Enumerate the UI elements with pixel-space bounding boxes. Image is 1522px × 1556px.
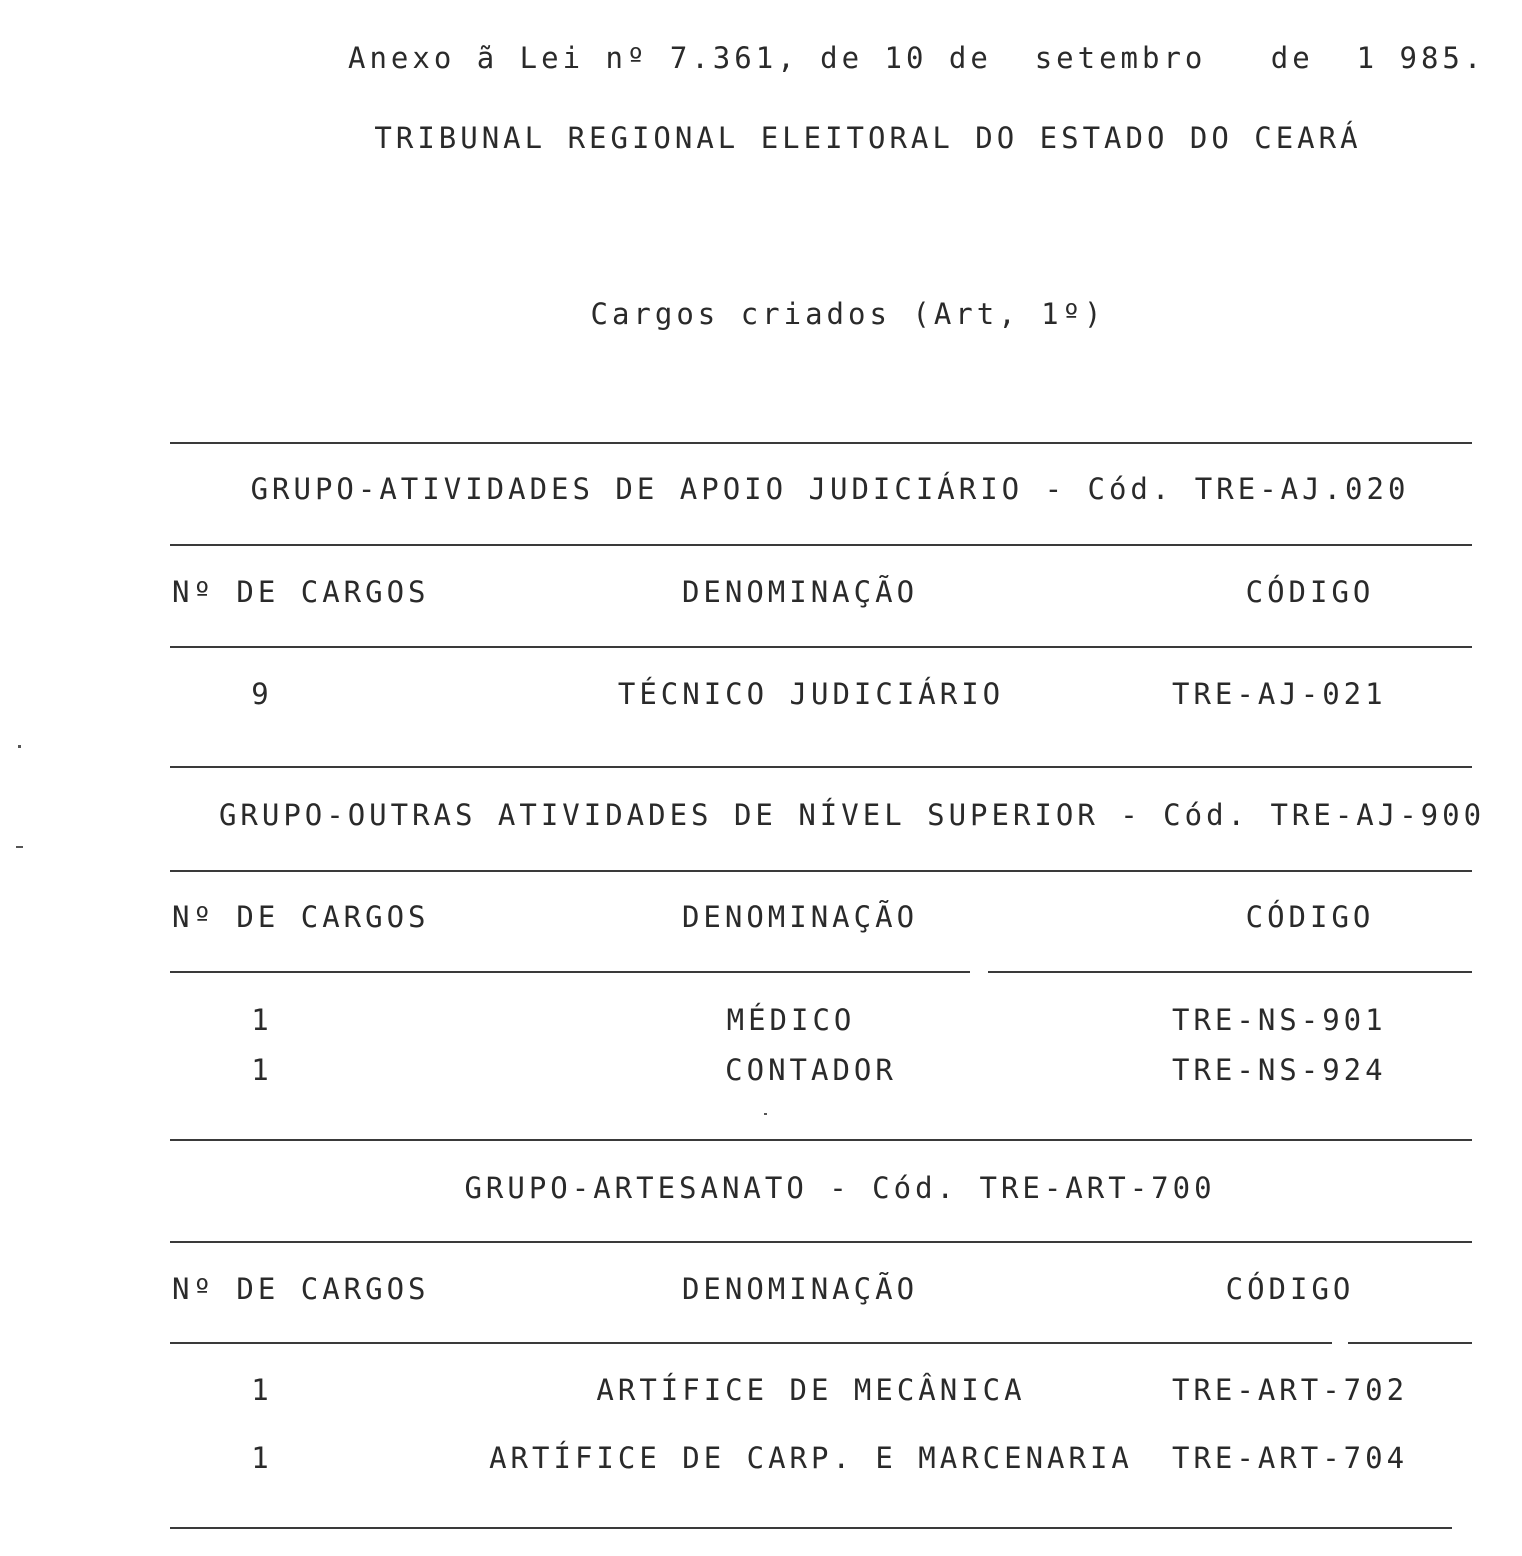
table-rule [170,971,970,973]
column-header-code: CÓDIGO [1245,575,1375,609]
group-title: GRUPO-OUTRAS ATIVIDADES DE NÍVEL SUPERIOR - Cód. TRE-AJ-900 [218,798,1486,832]
row-name: TÉCNICO JUDICIÁRIO [617,677,1005,711]
scan-mark [16,846,23,848]
scan-mark [764,1113,767,1115]
column-header-code: CÓDIGO [1225,1272,1355,1306]
group-title: GRUPO-ATIVIDADES DE APOIO JUDICIÁRIO - Cód. TRE-AJ.020 [250,472,1410,506]
row-count: 1 [251,1373,273,1407]
row-code: TRE-ART-702 [1172,1373,1409,1407]
row-name: MÉDICO [726,1003,856,1037]
column-header-name: DENOMINAÇÃO [681,575,919,609]
group-title: GRUPO-ARTESANATO - Cód. TRE-ART-700 [464,1171,1216,1205]
table-rule [170,766,1472,768]
table-rule [170,646,1472,648]
table-rule [170,1241,1472,1243]
table-rule [170,1527,1452,1529]
column-header-count: Nº DE CARGOS [172,1272,430,1306]
table-rule [170,1139,1472,1141]
table-rule [170,1342,1332,1344]
row-count: 1 [251,1441,273,1475]
table-rule [988,971,1472,973]
row-code: TRE-AJ-021 [1172,677,1387,711]
table-rule [170,870,1472,872]
column-header-name: DENOMINAÇÃO [681,900,919,934]
column-header-count: Nº DE CARGOS [172,900,430,934]
column-header-name: DENOMINAÇÃO [681,1272,919,1306]
row-name: CONTADOR [725,1053,897,1087]
row-count: 1 [251,1053,273,1087]
row-count: 9 [251,677,273,711]
row-code: TRE-NS-924 [1172,1053,1387,1087]
annex-line: Anexo ã Lei nº 7.361, de 10 de setembro de 1 985. [348,41,1486,75]
page-subtitle: Cargos criados (Art, 1º) [590,297,1106,331]
table-rule [170,442,1472,444]
table-rule [1348,1342,1472,1344]
row-name: ARTÍFICE DE MECÂNICA [596,1373,1026,1407]
scan-mark [18,745,21,748]
table-rule [170,544,1472,546]
row-code: TRE-ART-704 [1172,1441,1409,1475]
row-name: ARTÍFICE DE CARP. E MARCENARIA [489,1441,1133,1475]
tribunal-title: TRIBUNAL REGIONAL ELEITORAL DO ESTADO DO CEARÁ [374,121,1362,155]
row-code: TRE-NS-901 [1172,1003,1387,1037]
column-header-code: CÓDIGO [1245,900,1375,934]
row-count: 1 [251,1003,273,1037]
column-header-count: Nº DE CARGOS [172,575,430,609]
